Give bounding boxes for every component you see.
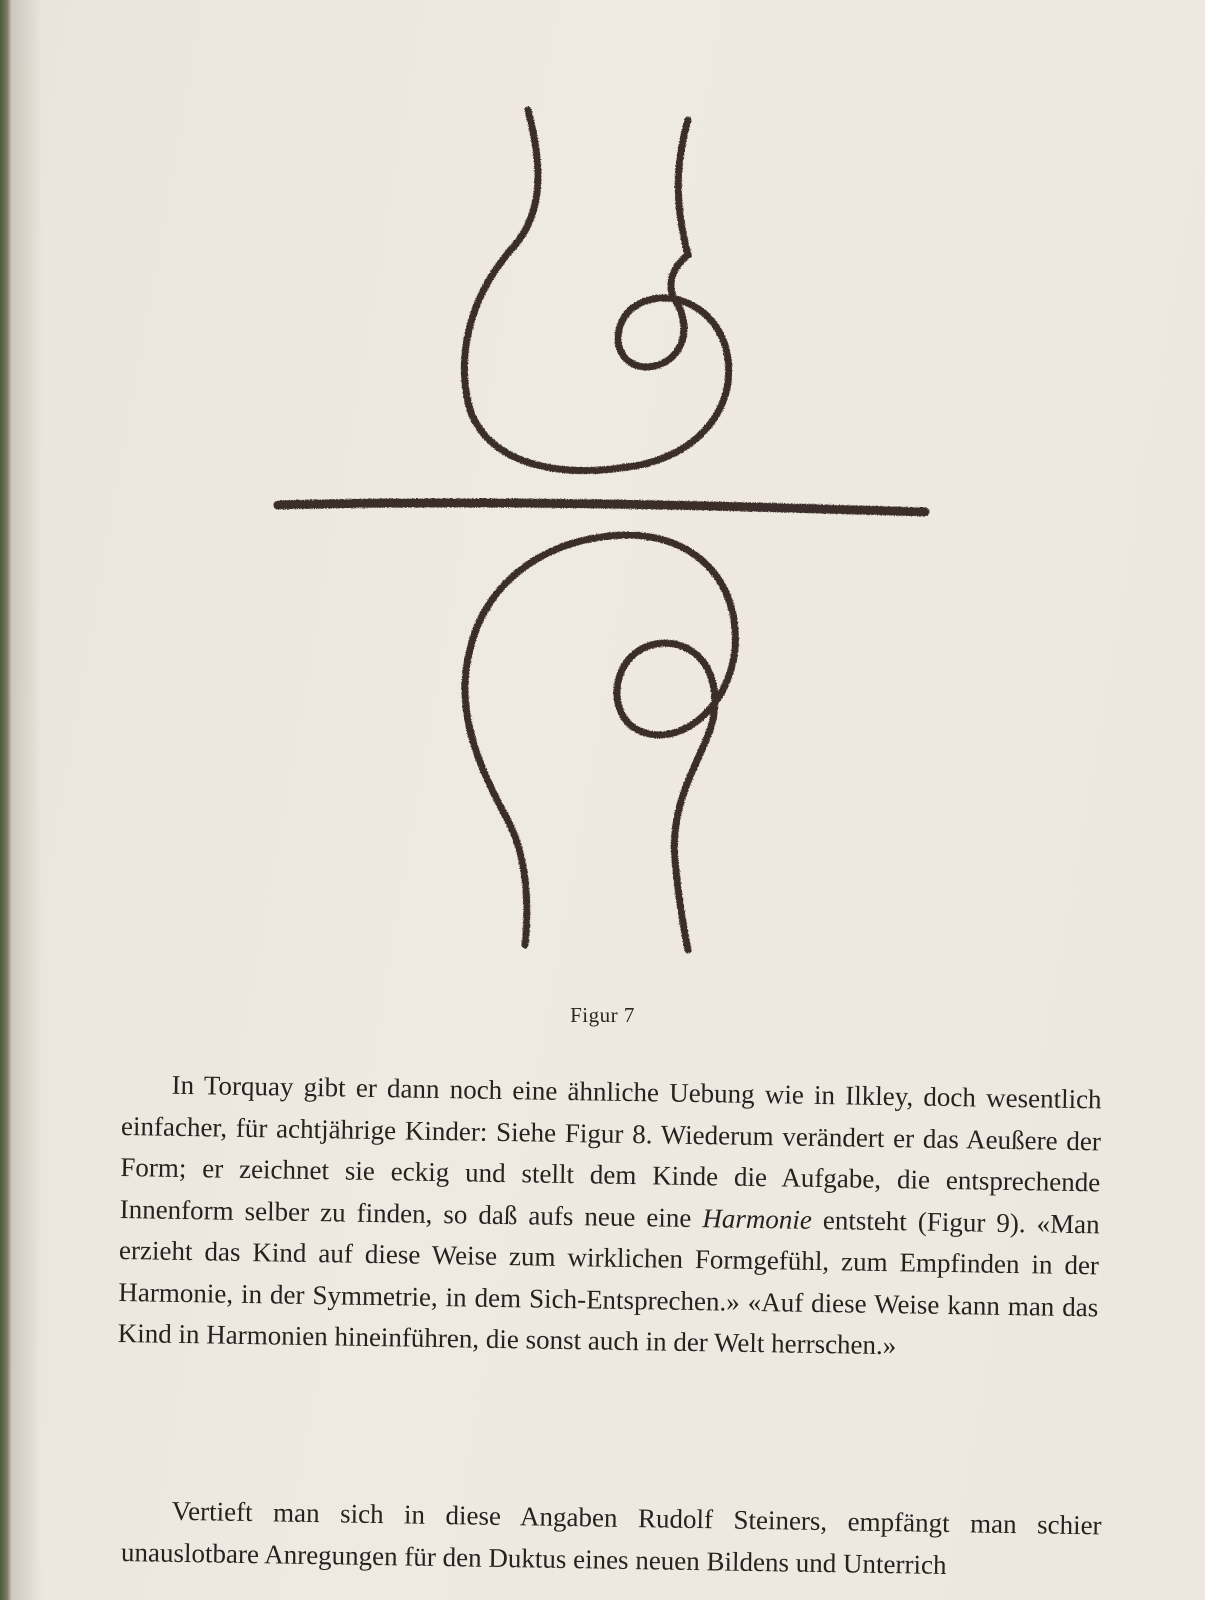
emphasis-harmonie: Harmonie <box>702 1202 813 1235</box>
body-paragraph-1 <box>117 1064 1101 1370</box>
gutter-shadow <box>12 0 42 1600</box>
lower-form-stroke <box>465 535 736 950</box>
upper-form-stroke <box>464 110 728 470</box>
horizontal-divider-stroke <box>278 503 925 512</box>
figure-caption: Figur 7 <box>570 1003 635 1027</box>
book-spine-edge <box>0 0 12 1600</box>
figure-7-drawing <box>270 105 950 975</box>
paragraph-1-text-end: entsteht (Figur 9). «Man erzieht das Kind auf diese Weise zum wirklichen Formgefühl, zum Empfinden in der Harmonie, in der Symmetrie, in dem Sich-Entsprechen.» «Auf diese Weise kann man das Kind in Harmonien hineinführen, die sonst auch in der Welt herrschen.» <box>117 1204 1100 1361</box>
body-paragraph-2 <box>121 1490 1102 1588</box>
paragraph-1-text-start: In Torquay gibt er dann noch eine ähnliche Uebung wie in Ilkley, doch wesentlich einfacher, für achtjährige Kinder: Siehe Figur 8. Wiederum verändert er das Aeußere der Form; er zeichnet sie eckig und stellt dem Kinde die Aufgabe, die entsprechende Innenform selber zu finden, so daß aufs neue eine <box>119 1069 1102 1233</box>
paragraph-2-text: Vertieft man sich in diese Angaben Rudolf Steiners, empfängt man schier unauslotbare Anregungen für den Duktus eines neuen Bildens und Unterrich <box>120 1495 1102 1580</box>
